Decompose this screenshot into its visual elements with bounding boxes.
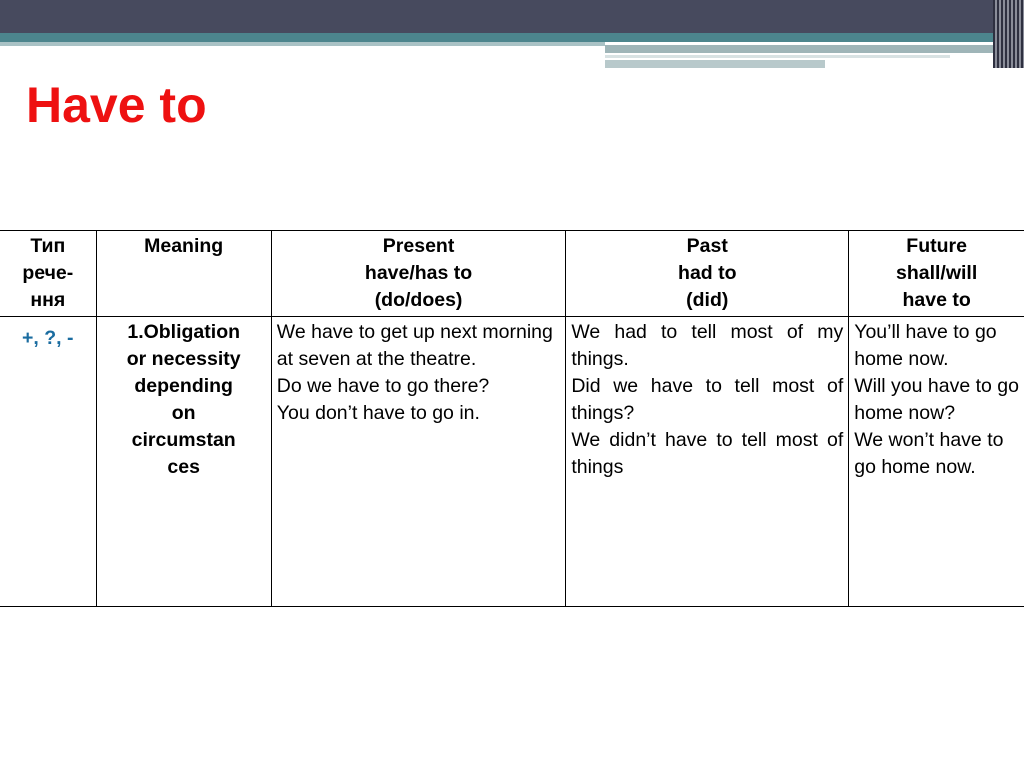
cell-past-examples bbox=[566, 317, 849, 607]
header-past-line: (did) bbox=[686, 289, 729, 311]
present-example: We have to get up next morning at seven at the theatre. bbox=[276, 321, 553, 370]
past-example: We had to tell most of my things. bbox=[571, 321, 844, 370]
header-banner-grey-short bbox=[605, 60, 825, 68]
header-banner-teal bbox=[0, 33, 1024, 42]
header-banner-grey bbox=[605, 45, 1024, 53]
meaning-line: ces bbox=[167, 456, 200, 478]
header-present-line: (do/does) bbox=[374, 289, 463, 311]
header-banner-dark bbox=[0, 0, 1024, 33]
future-example: Will you have to go home now? bbox=[854, 375, 1019, 424]
header-banner-stripes bbox=[993, 0, 1024, 68]
meaning-line: circumstan bbox=[131, 429, 236, 451]
header-future-line: Future bbox=[906, 235, 967, 257]
header-future-line: have to bbox=[902, 289, 971, 311]
cell-meaning bbox=[96, 317, 271, 607]
header-banner-teal-light bbox=[0, 42, 605, 46]
meaning-line: depending bbox=[134, 375, 233, 397]
grammar-table bbox=[0, 230, 1024, 607]
header-type-line: Тип bbox=[30, 235, 66, 257]
cell-sentence-type: +, ?, - bbox=[0, 317, 96, 607]
header-present bbox=[271, 231, 566, 317]
table-header-row bbox=[0, 231, 1024, 317]
header-present-line: have/has to bbox=[364, 262, 473, 284]
cell-future-examples bbox=[849, 317, 1024, 607]
past-example: We didn’t have to tell most of things bbox=[571, 429, 844, 478]
future-example: You’ll have to go home now. bbox=[854, 321, 997, 370]
header-meaning-line: Meaning bbox=[144, 235, 224, 257]
meaning-line: 1.Obligation bbox=[127, 321, 241, 343]
header-banner-grey-thin bbox=[605, 55, 950, 58]
present-example: You don’t have to go in. bbox=[276, 402, 480, 424]
header-present-line: Present bbox=[382, 235, 455, 257]
header-future-line: shall/will bbox=[895, 262, 978, 284]
header-past-line: Past bbox=[686, 235, 728, 257]
present-example: Do we have to go there? bbox=[276, 375, 490, 397]
header-past-line: had to bbox=[678, 262, 737, 284]
cell-present-examples bbox=[271, 317, 566, 607]
future-example: We won’t have to go home now. bbox=[854, 429, 1004, 478]
header-future bbox=[849, 231, 1024, 317]
meaning-line: on bbox=[171, 402, 196, 424]
header-type-line: рече- bbox=[22, 262, 74, 284]
header-meaning bbox=[96, 231, 271, 317]
slide-title: Have to bbox=[26, 77, 207, 133]
header-past bbox=[566, 231, 849, 317]
past-example: Did we have to tell most of things? bbox=[571, 375, 844, 424]
meaning-line: or necessity bbox=[126, 348, 241, 370]
header-type-line: ння bbox=[30, 289, 66, 311]
header-type bbox=[0, 231, 96, 317]
table-row bbox=[0, 317, 1024, 607]
